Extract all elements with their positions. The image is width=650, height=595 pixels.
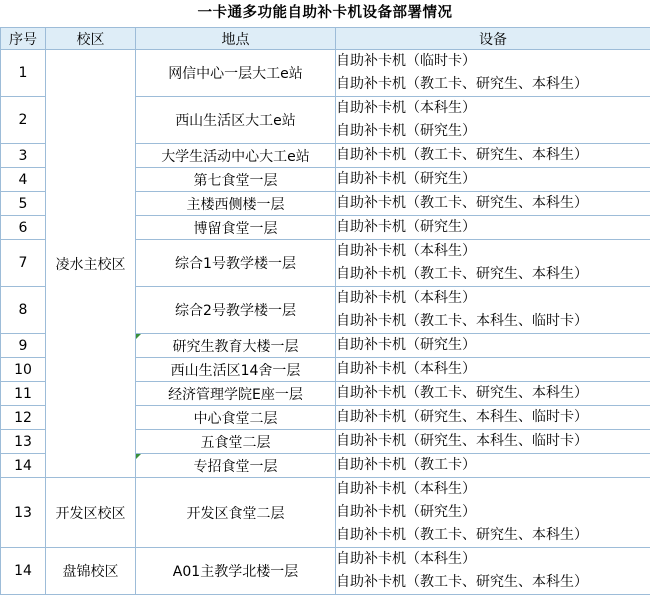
equipment-cell	[336, 50, 650, 97]
header-row	[1, 28, 650, 50]
row-number: 7	[1, 240, 46, 287]
row-number: 6	[1, 216, 46, 240]
equipment-cell	[336, 240, 650, 287]
location-cell: A01主教学北楼一层	[136, 548, 336, 595]
equipment-line: 自助补卡机（本科生）	[336, 478, 650, 501]
equipment-line: 自助补卡机（临时卡）	[336, 50, 650, 73]
campus-cell: 凌水主校区	[46, 50, 136, 478]
row-number: 10	[1, 358, 46, 382]
location-cell: 网信中心一层大工e站	[136, 50, 336, 97]
header-no: 序号	[1, 28, 46, 50]
location-cell: 开发区食堂二层	[136, 478, 336, 548]
row-number: 2	[1, 97, 46, 144]
equipment-line: 自助补卡机（本科生）	[336, 358, 650, 381]
location-cell: 大学生活动中心大工e站	[136, 144, 336, 168]
equipment-cell	[336, 382, 650, 406]
equipment-line: 自助补卡机（研究生、本科生、临时卡）	[336, 406, 650, 429]
equipment-cell	[336, 406, 650, 430]
location-cell: 西山生活区大工e站	[136, 97, 336, 144]
location-cell: 第七食堂一层	[136, 168, 336, 192]
equipment-line: 自助补卡机（教工卡、研究生、本科生）	[336, 192, 650, 215]
equipment-cell	[336, 287, 650, 334]
equipment-cell	[336, 144, 650, 168]
location-cell: 主楼西侧楼一层	[136, 192, 336, 216]
row-number: 12	[1, 406, 46, 430]
equipment-cell	[336, 548, 650, 595]
row-number: 14	[1, 548, 46, 595]
equipment-cell	[336, 97, 650, 144]
row-number: 14	[1, 454, 46, 478]
equipment-cell	[336, 478, 650, 548]
table-row	[1, 548, 650, 595]
equipment-cell	[336, 216, 650, 240]
row-number: 5	[1, 192, 46, 216]
location-cell: 研究生教育大楼一层	[136, 334, 336, 358]
equipment-line: 自助补卡机（研究生）	[336, 216, 650, 239]
equipment-line: 自助补卡机（研究生）	[336, 501, 650, 524]
header-location: 地点	[136, 28, 336, 50]
equipment-line: 自助补卡机（本科生）	[336, 287, 650, 310]
equipment-line: 自助补卡机（本科生）	[336, 97, 650, 120]
location-cell: 中心食堂二层	[136, 406, 336, 430]
row-number: 9	[1, 334, 46, 358]
equipment-cell	[336, 430, 650, 454]
equipment-line: 自助补卡机（教工卡、研究生、本科生）	[336, 524, 650, 547]
equipment-line: 自助补卡机（研究生）	[336, 168, 650, 191]
equipment-cell	[336, 358, 650, 382]
location-cell: 博留食堂一层	[136, 216, 336, 240]
row-number: 13	[1, 430, 46, 454]
equipment-line: 自助补卡机（教工卡、本科生、临时卡）	[336, 310, 650, 333]
page-title: 一卡通多功能自助补卡机设备部署情况	[0, 0, 650, 26]
row-number: 11	[1, 382, 46, 406]
location-cell: 专招食堂一层	[136, 454, 336, 478]
location-cell: 西山生活区14舍一层	[136, 358, 336, 382]
equipment-line: 自助补卡机（本科生）	[336, 548, 650, 571]
location-cell: 综合2号教学楼一层	[136, 287, 336, 334]
equipment-line: 自助补卡机（研究生）	[336, 334, 650, 357]
location-cell: 经济管理学院E座一层	[136, 382, 336, 406]
equipment-cell	[336, 168, 650, 192]
row-number: 4	[1, 168, 46, 192]
equipment-line: 自助补卡机（研究生）	[336, 120, 650, 143]
header-campus: 校区	[46, 28, 136, 50]
equipment-line: 自助补卡机（教工卡、研究生、本科生）	[336, 382, 650, 405]
equipment-line: 自助补卡机（教工卡、研究生、本科生）	[336, 144, 650, 167]
table-row	[1, 50, 650, 97]
equipment-line: 自助补卡机（教工卡、研究生、本科生）	[336, 571, 650, 594]
equipment-cell	[336, 192, 650, 216]
campus-cell: 盘锦校区	[46, 548, 136, 595]
location-cell: 五食堂二层	[136, 430, 336, 454]
equipment-cell	[336, 454, 650, 478]
equipment-line: 自助补卡机（教工卡）	[336, 454, 650, 477]
equipment-cell	[336, 334, 650, 358]
table-row	[1, 478, 650, 548]
equipment-line: 自助补卡机（研究生、本科生、临时卡）	[336, 430, 650, 453]
location-cell: 综合1号教学楼一层	[136, 240, 336, 287]
equipment-line: 自助补卡机（本科生）	[336, 240, 650, 263]
row-number: 1	[1, 50, 46, 97]
deployment-table	[0, 27, 650, 595]
row-number: 8	[1, 287, 46, 334]
header-equipment: 设备	[336, 28, 650, 50]
equipment-line: 自助补卡机（教工卡、研究生、本科生）	[336, 263, 650, 286]
row-number: 3	[1, 144, 46, 168]
row-number: 13	[1, 478, 46, 548]
equipment-line: 自助补卡机（教工卡、研究生、本科生）	[336, 73, 650, 96]
campus-cell: 开发区校区	[46, 478, 136, 548]
